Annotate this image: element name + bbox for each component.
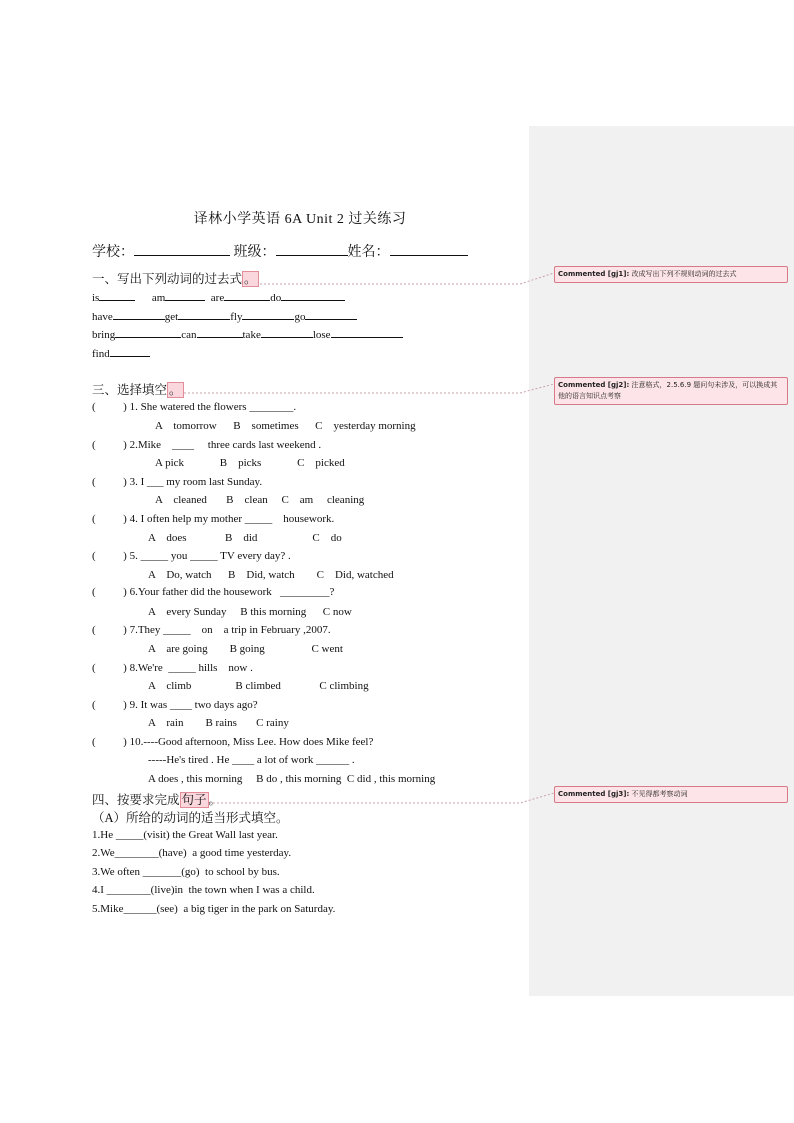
school-blank[interactable] — [134, 245, 230, 256]
section3-heading: 三、选择填空 。 — [92, 383, 182, 397]
options-7: A are going B going C went — [148, 643, 343, 655]
question-1: ( ) 1. She watered the flowers ________. — [92, 401, 297, 413]
fill-item-4: 4.I ________(live)in the town when I was a child. — [92, 884, 315, 896]
class-label: 班级： — [233, 245, 276, 260]
comment-anchor-1[interactable]: 。 — [244, 272, 257, 286]
options-5: A Do, watch B Did, watch C Did, watched — [148, 569, 394, 581]
comment-3[interactable]: Commented [gj3]: 不见得都考察动词 — [554, 786, 788, 803]
question-10-reply: -----He's tired . He ____ a lot of work ______ . — [148, 754, 355, 766]
comment-anchor-3[interactable]: 句子 — [181, 793, 207, 807]
options-3: A cleaned B clean C am cleaning — [155, 494, 365, 506]
options-8: A climb B climbed C climbing — [148, 680, 369, 692]
question-6: ( ) 6.Your father did the housework _________? — [92, 586, 335, 598]
section1-heading: 一、写出下列动词的过去式 。 — [92, 272, 257, 286]
question-3: ( ) 3. I ___ my room last Sunday. — [92, 476, 263, 488]
page-title: 译林小学英语 6A Unit 2 过关练习 — [193, 212, 407, 227]
name-blank[interactable] — [390, 245, 468, 256]
comment-2[interactable]: Commented [gj2]: 注意格式，2.5.6.9 题问句未涉及，可以换成其他的语言知识点考察 — [554, 377, 788, 405]
section4-heading: 四、按要求完成 句子 。 — [92, 793, 222, 807]
fill-item-5: 5.Mike______(see) a big tiger in the park on Saturday. — [92, 903, 336, 915]
class-blank[interactable] — [276, 245, 348, 256]
question-10: ( ) 10.----Good afternoon, Miss Lee. How does Mike feel? — [92, 736, 374, 748]
options-1: A tomorrow B sometimes C yesterday morning — [155, 420, 416, 432]
student-info-row — [92, 241, 468, 261]
question-9: ( ) 9. It was ____ two days ago? — [92, 699, 258, 711]
question-5: ( ) 5. _____ you _____ TV every day? . — [92, 550, 291, 562]
verb-row-2: have get fly go — [92, 309, 357, 323]
comment-1[interactable]: Commented [gj1]: 改成写出下列不规则动词的过去式 — [554, 266, 788, 283]
options-10: A does , this morning B do , this morning C did , this morning — [148, 773, 436, 785]
options-6: A every Sunday B this morning C now — [148, 606, 352, 618]
fill-item-3: 3.We often _______(go) to school by bus. — [92, 866, 280, 878]
comment-anchor-2[interactable]: 。 — [169, 383, 182, 397]
options-2: A pick B picks C picked — [155, 457, 345, 469]
question-2: ( ) 2.Mike ____ three cards last weekend . — [92, 439, 322, 451]
question-7: ( ) 7.They _____ on a trip in February ,2007. — [92, 624, 331, 636]
question-8: ( ) 8.We're _____ hills now . — [92, 662, 253, 674]
fill-item-1: 1.He _____(visit) the Great Wall last year. — [92, 829, 278, 841]
verb-row-1: is am are do — [92, 290, 345, 304]
options-4: A does B did C do — [148, 532, 342, 544]
section4-subheading: （A）所给的动词的适当形式填空。 — [92, 811, 289, 825]
school-label: 学校： — [92, 245, 134, 260]
options-9: A rain B rains C rainy — [148, 717, 289, 729]
verb-row-3: bring can take lose — [92, 327, 403, 341]
name-label: 姓名： — [347, 245, 390, 260]
fill-item-2: 2.We________(have) a good time yesterday. — [92, 847, 292, 859]
verb-row-4: find — [92, 346, 150, 360]
question-4: ( ) 4. I often help my mother _____ housework. — [92, 513, 335, 525]
